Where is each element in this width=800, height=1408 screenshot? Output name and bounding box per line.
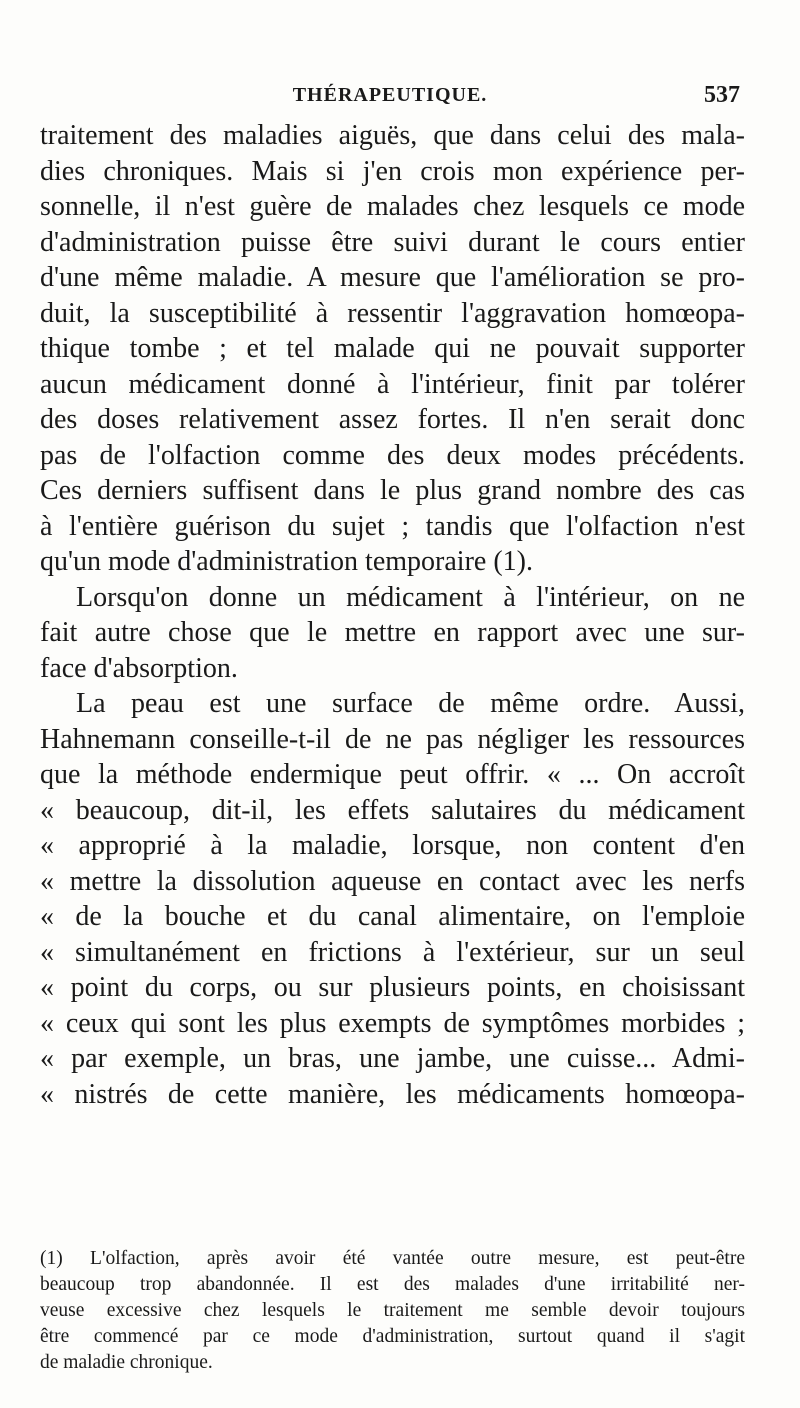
running-title: THÉRAPEUTIQUE.: [292, 84, 488, 106]
text-line: « simultanément en frictions à l'extérieur, sur un seul: [40, 936, 745, 968]
running-head: [40, 82, 740, 112]
text-line: Hahnemann conseille-t-il de ne pas négliger les ressources: [40, 723, 745, 755]
text-line: d'administration puisse être suivi durant le cours entier: [40, 226, 745, 258]
text-line: que la méthode endermique peut offrir. « ... On accroît: [40, 759, 745, 790]
text-line: des doses relativement assez fortes. Il n'en serait donc: [40, 404, 745, 435]
text-line: « beaucoup, dit-il, les effets salutaires du médicament: [40, 794, 745, 826]
text-line: face d'absorption.: [40, 652, 238, 684]
text-line: Ces derniers suffisent dans le plus grand nombre des cas: [40, 475, 745, 506]
text-line: qu'un mode d'administration temporaire (1).: [40, 546, 533, 577]
text-line: dies chroniques. Mais si j'en crois mon expérience per-: [40, 155, 745, 187]
footnote-line: veuse excessive chez lesquels le traitement me semble devoir toujours: [40, 1300, 745, 1321]
footnote-line: beaucoup trop abandonnée. Il est des malades d'une irritabilité ner-: [40, 1274, 745, 1295]
text-line: thique tombe ; et tel malade qui ne pouvait supporter: [40, 333, 745, 364]
body-text: [40, 118, 745, 1112]
text-line: « de la bouche et du canal alimentaire, on l'emploie: [40, 901, 745, 932]
text-line: sonnelle, il n'est guère de malades chez lesquels ce mode: [40, 191, 745, 222]
text-line: « point du corps, ou sur plusieurs points, en choisissant: [40, 972, 745, 1003]
footnote-line: de maladie chronique.: [40, 1352, 213, 1373]
footnote-line: (1) L'olfaction, après avoir été vantée outre mesure, est peut-être: [40, 1248, 745, 1269]
text-line: traitement des maladies aiguës, que dans celui des mala-: [40, 120, 745, 151]
text-line: à l'entière guérison du sujet ; tandis que l'olfaction n'est: [40, 510, 745, 542]
text-line: pas de l'olfaction comme des deux modes précédents.: [40, 439, 745, 471]
text-line: d'une même maladie. A mesure que l'amélioration se pro-: [40, 262, 745, 293]
footnote: [40, 1246, 745, 1376]
text-line: « nistrés de cette manière, les médicaments homœopa-: [40, 1078, 745, 1110]
text-line: « ceux qui sont les plus exempts de symptômes morbides ;: [40, 1007, 745, 1039]
text-line: « approprié à la maladie, lorsque, non content d'en: [40, 830, 745, 861]
text-line: duit, la susceptibilité à ressentir l'aggravation homœopa-: [40, 297, 745, 329]
text-line: « par exemple, un bras, une jambe, une cuisse... Admi-: [40, 1043, 745, 1074]
text-line: fait autre chose que le mettre en rapport avec une sur-: [40, 617, 745, 648]
page-number: 537: [704, 82, 740, 108]
footnote-line: être commencé par ce mode d'administration, surtout quand il s'agit: [40, 1326, 745, 1347]
text-line: aucun médicament donné à l'intérieur, finit par tolérer: [40, 368, 745, 400]
text-line: Lorsqu'on donne un médicament à l'intérieur, on ne: [76, 581, 745, 613]
text-line: La peau est une surface de même ordre. Aussi,: [76, 688, 745, 719]
text-line: « mettre la dissolution aqueuse en contact avec les nerfs: [40, 865, 745, 897]
